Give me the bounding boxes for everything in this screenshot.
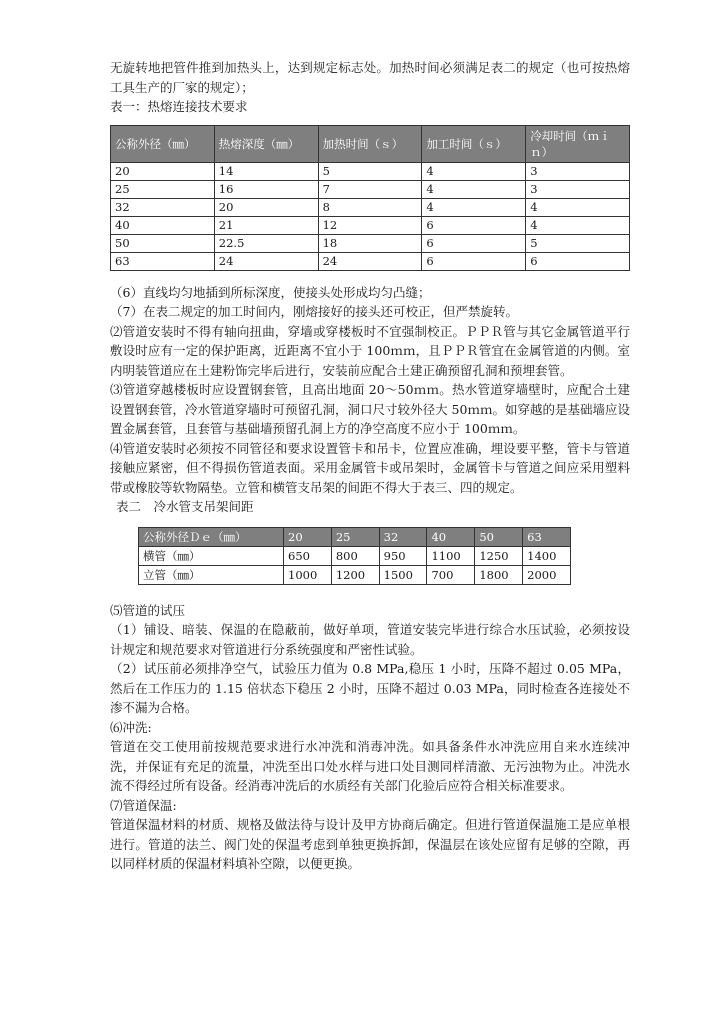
paragraph: （7）在表二规定的加工时间内，刚熔接好的接头还可校正，但严禁旋转。 bbox=[110, 304, 518, 319]
table-cell: 22.5 bbox=[214, 234, 318, 252]
table-cell: 2000 bbox=[523, 565, 571, 584]
table-row bbox=[111, 216, 630, 234]
table-cell: 3 bbox=[526, 162, 630, 180]
header-cell: 25 bbox=[331, 527, 379, 546]
table-row bbox=[111, 180, 630, 198]
row-label: 横管（㎜） bbox=[139, 546, 284, 565]
section-heading: ⑺管道保温: bbox=[110, 797, 177, 813]
table-header-row bbox=[111, 125, 630, 162]
header-cell: 公称外径（㎜） bbox=[111, 125, 215, 162]
table-cell: 1100 bbox=[427, 546, 475, 565]
paragraph: 管道在交工使用前按规范要求进行水冲洗和消毒冲洗。如具备条件水冲洗应用自来水连续冲洗，并保证有充足的流量，冲洗至出口处水样与进口处目测同样清澈、无污浊物为止。冲洗水流不得经过所有设备。经消毒冲洗后的水质经有关部门化验后应符合相关标准要求。 bbox=[110, 739, 630, 793]
section-heading: ⑸管道的试压 bbox=[110, 602, 186, 618]
header-cell: 32 bbox=[379, 527, 427, 546]
table-cell: 6 bbox=[422, 252, 526, 270]
section-heading: ⑹冲洗: bbox=[110, 719, 152, 735]
table-cell: 20 bbox=[214, 198, 318, 216]
table-row bbox=[111, 252, 630, 270]
table-cell: 800 bbox=[331, 546, 379, 565]
paragraph: ⑵管道安装时不得有轴向扭曲，穿墙或穿楼板时不宜强制校正。ＰＰＲ管与其它金属管道平行敷设时应有一定的保护距离，近距离不宜小于 100ｍｍ，且ＰＰＲ管宜在金属管道的内侧。室内明装管道应在土建粉饰完毕后进行，安装前应配合土建正确预留孔洞和预埋套管。 bbox=[110, 323, 630, 378]
table-header-row bbox=[139, 527, 571, 546]
table-cell: 1800 bbox=[475, 565, 523, 584]
table-cell: 650 bbox=[284, 546, 332, 565]
table-cell: 4 bbox=[422, 198, 526, 216]
paragraph: （6）直线均匀地插到所标深度，使接头处形成均匀凸缝； bbox=[110, 284, 431, 300]
table-cell: 4 bbox=[422, 162, 526, 180]
pipe-support-spacing-table bbox=[138, 527, 571, 585]
table-cell: 8 bbox=[318, 198, 422, 216]
hot-melt-spec-table bbox=[110, 125, 630, 271]
table-cell: 32 bbox=[111, 198, 215, 216]
table-cell: 4 bbox=[526, 216, 630, 234]
table2-caption: 表二 冷水管支吊架间距 bbox=[116, 499, 254, 514]
document-body bbox=[110, 58, 630, 874]
table-cell: 5 bbox=[526, 234, 630, 252]
table-row bbox=[111, 162, 630, 180]
table-cell: 1500 bbox=[379, 565, 427, 584]
header-cell: 40 bbox=[427, 527, 475, 546]
table-cell: 5 bbox=[318, 162, 422, 180]
table-row bbox=[111, 198, 630, 216]
table-cell: 950 bbox=[379, 546, 427, 565]
table-cell: 50 bbox=[111, 234, 215, 252]
table-cell: 18 bbox=[318, 234, 422, 252]
header-cell: 冷却时间（ｍｉｎ） bbox=[526, 125, 630, 162]
table-cell: 1000 bbox=[284, 565, 332, 584]
intro-paragraph: 无旋转地把管件推到加热头上，达到规定标志处。加热时间必须满足表二的规定（也可按热熔工具生产的厂家的规定）； bbox=[110, 60, 630, 95]
table-cell: 14 bbox=[214, 162, 318, 180]
paragraph: ⑶管道穿越楼板时应设置钢套管，且高出地面 20～50ｍｍ。热水管道穿墙壁时，应配合土建设置钢套管，冷水管道穿墙时可预留孔洞，洞口尺寸较外径大 50ｍｍ。如穿越的是基础墙应设置金属套管，且套管与基础墙预留孔洞上方的净空高度不应小于 100ｍｍ。 bbox=[110, 382, 630, 436]
header-cell: 公称外径Ｄｅ（㎜） bbox=[139, 527, 284, 546]
table-cell: 700 bbox=[427, 565, 475, 584]
table-cell: 3 bbox=[526, 180, 630, 198]
table-cell: 6 bbox=[422, 234, 526, 252]
table-cell: 4 bbox=[526, 198, 630, 216]
table-cell: 25 bbox=[111, 180, 215, 198]
table-row bbox=[139, 546, 571, 565]
table-cell: 1250 bbox=[475, 546, 523, 565]
table1-caption: 表一：热熔连接技术要求 bbox=[110, 99, 248, 114]
table-row bbox=[111, 234, 630, 252]
header-cell: 加热时间（ｓ） bbox=[318, 125, 422, 162]
table-cell: 6 bbox=[526, 252, 630, 270]
table-cell: 12 bbox=[318, 216, 422, 234]
table-cell: 4 bbox=[422, 180, 526, 198]
table-cell: 24 bbox=[214, 252, 318, 270]
table-cell: 24 bbox=[318, 252, 422, 270]
paragraph: ⑷管道安装时必须按不同管径和要求设置管卡和吊卡，位置应准确，埋设要平整，管卡与管道接触应紧密，但不得损伤管道表面。采用金属管卡或吊架时，金属管卡与管道之间应采用塑料带或橡胶等软物隔垫。立管和横管支吊架的间距不得大于表三、四的规定。 bbox=[110, 440, 630, 495]
paragraph: （2）试压前必须排净空气，试验压力值为 0.8 MPa,稳压 1 小时，压降不超过 0.05 MPa，然后在工作压力的 1.15 倍状态下稳压 2 小时，压降不超过 0.03 MPa，同时检查各连接处不渗不漏为合格。 bbox=[110, 661, 630, 715]
table-cell: 63 bbox=[111, 252, 215, 270]
table-cell: 20 bbox=[111, 162, 215, 180]
row-label: 立管（㎜） bbox=[139, 565, 284, 584]
paragraph: 管道保温材料的材质、规格及做法待与设计及甲方协商后确定。但进行管道保温施工是应单根进行。管道的法兰、阀门处的保温考虑到单独更换拆卸，保温层在该处应留有足够的空隙，再以同样材质的保温材料填补空隙，以便更换。 bbox=[110, 817, 630, 871]
header-cell: 50 bbox=[475, 527, 523, 546]
header-cell: 20 bbox=[284, 527, 332, 546]
table-cell: 40 bbox=[111, 216, 215, 234]
table-cell: 6 bbox=[422, 216, 526, 234]
header-cell: 加工时间（ｓ） bbox=[422, 125, 526, 162]
table-cell: 16 bbox=[214, 180, 318, 198]
table-cell: 7 bbox=[318, 180, 422, 198]
paragraph: （1）铺设、暗装、保温的在隐蔽前，做好单项，管道安装完毕进行综合水压试验，必须按设计规定和规范要求对管道进行分系统强度和严密性试验。 bbox=[110, 622, 630, 657]
header-cell: 热熔深度（㎜） bbox=[214, 125, 318, 162]
table-cell: 1200 bbox=[331, 565, 379, 584]
table-row bbox=[139, 565, 571, 584]
table-cell: 21 bbox=[214, 216, 318, 234]
header-cell: 63 bbox=[523, 527, 571, 546]
table-cell: 1400 bbox=[523, 546, 571, 565]
